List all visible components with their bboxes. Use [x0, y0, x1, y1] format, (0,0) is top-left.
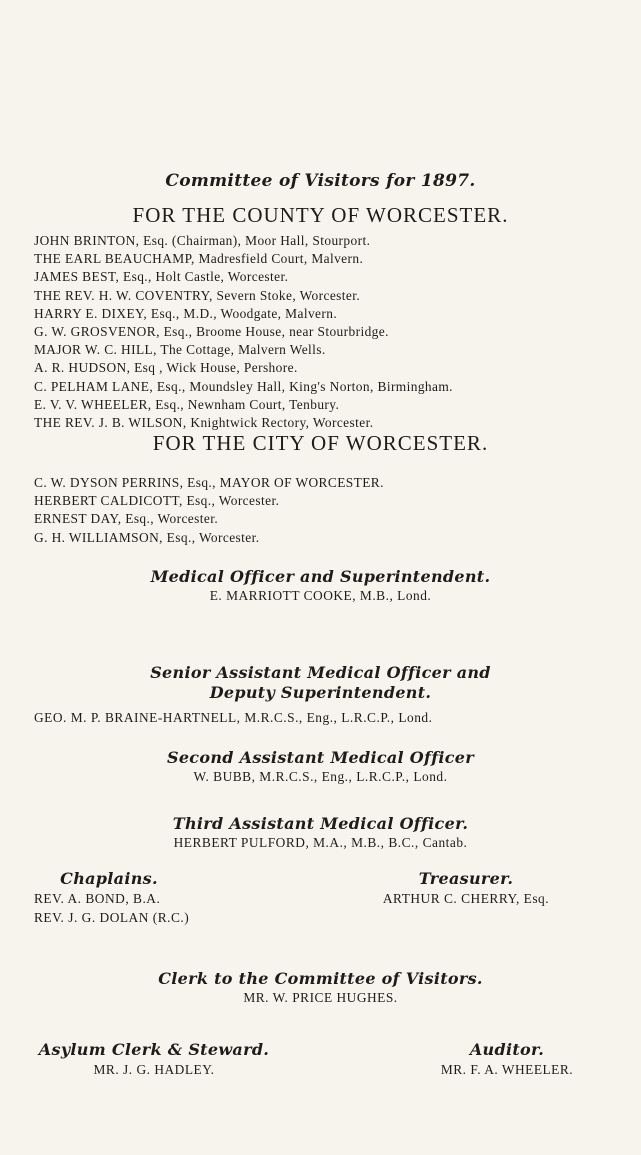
clerk-name: MR. W. PRICE HUGHES.: [243, 990, 398, 1005]
third-assistant-heading: Third Assistant Medical Officer.: [172, 814, 469, 833]
third-assistant-name: HERBERT PULFORD, M.A., M.B., B.C., Cantab.: [173, 835, 468, 850]
medical-officer-section: [0, 567, 641, 605]
second-assistant-section: [0, 748, 641, 786]
county-members-list: [34, 232, 453, 432]
chaplains-heading: Chaplains.: [60, 869, 158, 888]
senior-assistant-name: GEO. M. P. BRAINE-HARTNELL, M.R.C.S., Eng., L.R.C.P., Lond.: [34, 710, 433, 725]
list-item: ERNEST DAY, Esq., Worcester.: [34, 511, 219, 527]
list-item: C. W. DYSON PERRINS, Esq., MAYOR OF WORCESTER.: [34, 475, 384, 490]
treasurer-heading: Treasurer.: [418, 869, 514, 888]
list-item: MAJOR W. C. HILL, The Cottage, Malvern Wells.: [34, 342, 326, 358]
list-item: HARRY E. DIXEY, Esq., M.D., Woodgate, Malvern.: [34, 305, 338, 321]
auditor-section: [392, 1040, 622, 1079]
city-members-list: [34, 474, 384, 547]
list-item: JAMES BEST, Esq., Holt Castle, Worcester.: [34, 269, 289, 285]
list-item: JOHN BRINTON, Esq. (Chairman), Moor Hall, Stourport.: [34, 233, 371, 248]
list-item: E. V. V. WHEELER, Esq., Newnham Court, Tenbury.: [34, 396, 340, 412]
senior-assistant-heading-line1: Senior Assistant Medical Officer and: [150, 663, 491, 682]
list-item: G. H. WILLIAMSON, Esq., Worcester.: [34, 529, 260, 545]
medical-officer-name: E. MARRIOTT COOKE, M.B., Lond.: [209, 588, 432, 603]
list-item: THE EARL BEAUCHAMP, Madresfield Court, Malvern.: [34, 251, 364, 267]
asylum-clerk-name: MR. J. G. HADLEY.: [93, 1062, 215, 1077]
auditor-heading: Auditor.: [469, 1040, 545, 1059]
county-heading: FOR THE COUNTY OF WORCESTER.: [132, 203, 509, 227]
asylum-clerk-section: [34, 1040, 274, 1079]
list-item: HERBERT CALDICOTT, Esq., Worcester.: [34, 493, 280, 509]
clerk-heading: Clerk to the Committee of Visitors.: [158, 969, 483, 988]
second-assistant-heading: Second Assistant Medical Officer: [166, 748, 475, 767]
senior-assistant-heading-line2: Deputy Superintendent.: [209, 683, 432, 702]
list-item: A. R. HUDSON, Esq , Wick House, Pershore.: [34, 360, 298, 376]
auditor-name: MR. F. A. WHEELER.: [440, 1062, 574, 1077]
treasurer-section: [316, 869, 616, 908]
chaplain-name: REV. J. G. DOLAN (R.C.): [34, 910, 190, 925]
list-item: G. W. GROSVENOR, Esq., Broome House, near Stourbridge.: [34, 323, 389, 339]
list-item: THE REV. J. B. WILSON, Knightwick Rectory, Worcester.: [34, 414, 374, 430]
medical-officer-heading: Medical Officer and Superintendent.: [150, 567, 491, 586]
chaplain-name: REV. A. BOND, B.A.: [34, 891, 161, 906]
clerk-section: [0, 969, 641, 1007]
second-assistant-name: W. BUBB, M.R.C.S., Eng., L.R.C.P., Lond.: [193, 769, 448, 784]
chaplains-section: [34, 869, 294, 927]
page-title: Committee of Visitors for 1897.: [165, 171, 476, 191]
third-assistant-section: [0, 814, 641, 852]
senior-assistant-section: [0, 663, 641, 727]
asylum-clerk-heading: Asylum Clerk & Steward.: [38, 1040, 270, 1059]
treasurer-name: ARTHUR C. CHERRY, Esq.: [382, 891, 550, 906]
city-heading: FOR THE CITY OF WORCESTER.: [152, 431, 489, 455]
list-item: C. PELHAM LANE, Esq., Moundsley Hall, King's Norton, Birmingham.: [34, 378, 453, 394]
list-item: THE REV. H. W. COVENTRY, Severn Stoke, Worcester.: [34, 287, 361, 303]
